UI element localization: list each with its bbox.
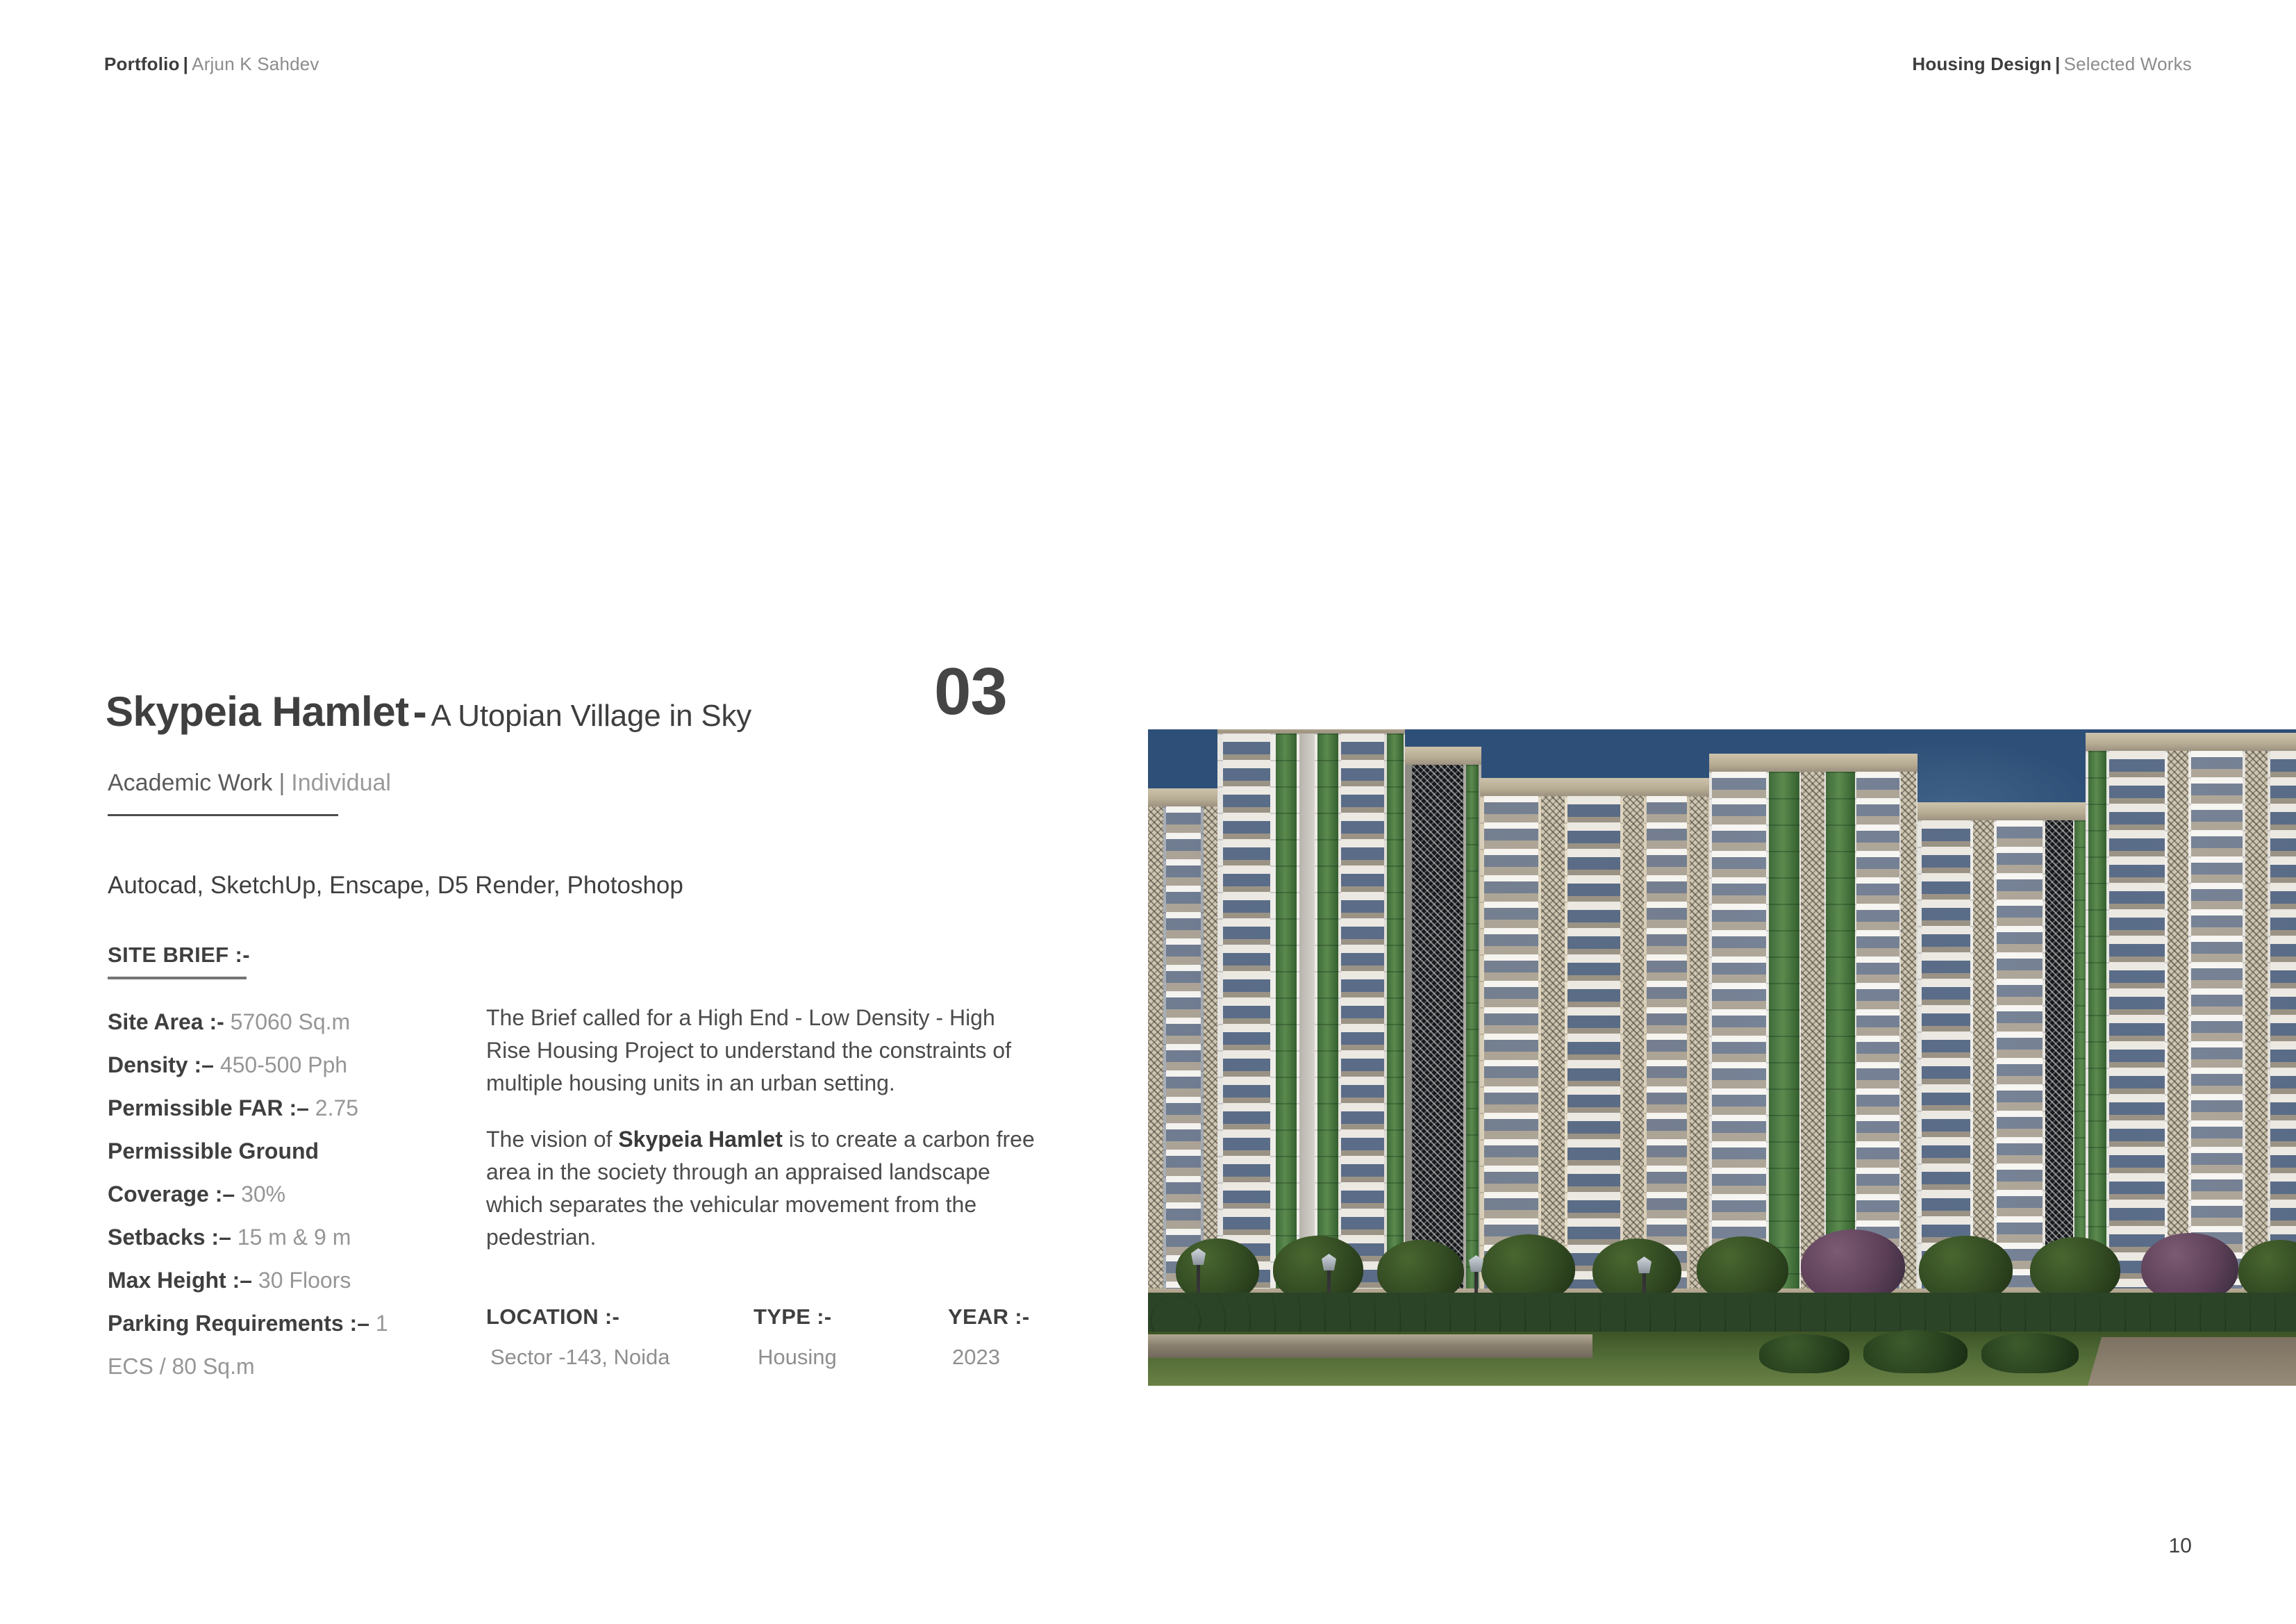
spec-value: 1: [375, 1311, 388, 1336]
work-mode-label: Individual: [291, 770, 391, 796]
spec-value: 2.75: [315, 1095, 359, 1120]
tower-facade: [1480, 796, 1709, 1302]
meta-location-value: Sector -143, Noida: [490, 1345, 670, 1369]
spec-label: Site Area :-: [108, 1009, 224, 1034]
meta-location: [486, 1304, 754, 1370]
meta-year: [948, 1304, 1063, 1370]
balcony-stripe: [2191, 751, 2243, 1302]
spec-label: Max Height :–: [108, 1268, 253, 1293]
meta-location-label: LOCATION :-: [486, 1304, 620, 1329]
spec-row: [108, 1259, 469, 1302]
project-subtitle: A Utopian Village in Sky: [431, 699, 752, 733]
shrub: [1981, 1333, 2079, 1373]
window-stripe: [2109, 751, 2165, 1302]
spec-value: 30%: [241, 1182, 286, 1207]
tower-cap: [1709, 754, 1918, 772]
project-number: 03: [934, 654, 1007, 729]
spec-row: [108, 1000, 469, 1043]
spec-label: Coverage :–: [108, 1182, 235, 1207]
header-author-name: Arjun K Sahdev: [192, 53, 319, 74]
meta-type-label: TYPE :-: [754, 1304, 832, 1329]
page-header: [104, 50, 2192, 78]
tower-cap: [2086, 733, 2296, 751]
spec-row: [108, 1302, 469, 1345]
header-right-separator: |: [2055, 53, 2061, 74]
tower-block: [1405, 747, 1481, 1302]
hedge-row: [1148, 1293, 2296, 1336]
tower-facade: [1709, 772, 1918, 1302]
balcony-stripe: [1647, 796, 1687, 1302]
green-stripe: [2088, 751, 2106, 1302]
work-type-label: Academic Work: [108, 770, 273, 796]
tower-block: [1918, 802, 2091, 1302]
work-type-separator: |: [278, 770, 285, 796]
tower-facade: [1405, 765, 1481, 1302]
shrub: [1863, 1330, 1968, 1373]
meta-year-label: YEAR :-: [948, 1304, 1030, 1329]
description-p2-project-name: Skypeia Hamlet: [618, 1127, 783, 1152]
green-stripe: [1769, 772, 1799, 1302]
spec-label: Permissible FAR :–: [108, 1095, 309, 1120]
jali-screen: [2045, 820, 2073, 1302]
spec-label: Permissible Ground: [108, 1138, 319, 1163]
project-render-image: [1148, 729, 2296, 1386]
project-title: Skypeia Hamlet: [106, 688, 409, 735]
spec-row: [108, 1216, 469, 1259]
shrub: [1759, 1334, 1849, 1373]
jali-screen: [1148, 806, 1163, 1302]
spec-row: [108, 1043, 469, 1086]
spec-value: 450-500 Pph: [219, 1052, 348, 1077]
description-p2-before: The vision of: [486, 1127, 619, 1152]
jali-screen: [1412, 765, 1463, 1302]
green-stripe: [1387, 734, 1404, 1302]
header-right: [1912, 53, 2192, 75]
spec-label: Parking Requirements :–: [108, 1311, 369, 1336]
project-meta-row: [486, 1304, 1063, 1370]
jali-screen: [1973, 820, 1994, 1302]
jali-screen: [2168, 751, 2188, 1302]
header-section-label: Housing Design: [1912, 53, 2052, 74]
header-left-separator: |: [183, 53, 189, 74]
balcony-stripe: [1166, 806, 1201, 1302]
balcony-stripe: [1997, 820, 2043, 1302]
tower-block: [1480, 778, 1709, 1302]
tower-cap: [1480, 778, 1709, 796]
tower-cap: [1405, 747, 1481, 765]
tower-facade: [1217, 734, 1405, 1302]
site-brief-divider: [108, 977, 247, 979]
site-brief-heading: SITE BRIEF :-: [108, 943, 250, 967]
header-left: [104, 53, 319, 75]
meta-type-value: Housing: [758, 1345, 837, 1369]
spec-row: [108, 1173, 469, 1216]
tower-block: [2086, 733, 2296, 1302]
page-number: 10: [2168, 1534, 2192, 1557]
window-stripe: [1922, 820, 1970, 1302]
work-line-divider: [108, 814, 338, 816]
header-section-subtitle: Selected Works: [2063, 53, 2192, 74]
spec-label: Density :–: [108, 1052, 214, 1077]
tower-facade: [2086, 751, 2296, 1302]
green-stripe: [1317, 734, 1338, 1302]
spec-continuation: ECS / 80 Sq.m: [108, 1354, 255, 1379]
header-portfolio-label: Portfolio: [104, 53, 180, 74]
tower-facade: [1148, 806, 1224, 1302]
jali-screen: [2245, 751, 2268, 1302]
balcony-stripe: [1712, 772, 1766, 1302]
tower-cap: [1148, 788, 1224, 806]
spec-row: [108, 1086, 469, 1129]
jali-screen: [1541, 796, 1565, 1302]
jali-screen: [1623, 796, 1644, 1302]
tower-block: [1148, 788, 1224, 1302]
description-paragraph-1: The Brief called for a High End - Low Density - High Rise Housing Project to understand the constraints of multiple housing units in an urban setting.: [486, 1005, 1011, 1095]
spec-value: 15 m & 9 m: [237, 1225, 351, 1250]
tower-facade: [1918, 820, 2091, 1302]
green-stripe: [1466, 765, 1479, 1302]
jali-screen: [1901, 772, 1916, 1302]
paved-path: [2088, 1337, 2296, 1386]
site-brief-spec-list: [108, 1000, 469, 1388]
window-stripe: [2270, 751, 2296, 1302]
green-stripe: [1276, 734, 1297, 1302]
spec-row: [108, 1129, 469, 1173]
tower-block: [1709, 754, 1918, 1302]
window-stripe: [1341, 734, 1384, 1302]
balcony-stripe: [1856, 772, 1899, 1302]
project-title-row: [106, 688, 1050, 736]
software-list: Autocad, SketchUp, Enscape, D5 Render, Photoshop: [108, 872, 683, 899]
green-stripe: [1826, 772, 1855, 1302]
window-stripe: [1223, 734, 1270, 1302]
seating-bench: [1148, 1334, 1592, 1358]
description-column: [486, 1002, 1042, 1277]
description-paragraph-2: [486, 1123, 1042, 1254]
spec-value: 57060 Sq.m: [230, 1009, 351, 1034]
meta-year-value: 2023: [952, 1345, 1000, 1369]
meta-type: [754, 1304, 948, 1370]
spec-label: Setbacks :–: [108, 1225, 231, 1250]
project-title-dash: -: [413, 688, 427, 735]
spec-value: 30 Floors: [258, 1268, 351, 1293]
jali-screen: [1690, 796, 1708, 1302]
work-type-line: [108, 770, 391, 797]
tower-cap: [1918, 802, 2091, 820]
description-p2-after: is to create a carbon free area in the society through an appraised landscape which separates the vehicular movement from the pedestrian.: [486, 1127, 1035, 1250]
tower-block: [1217, 729, 1405, 1302]
window-stripe: [1567, 796, 1620, 1302]
balcony-stripe: [1484, 796, 1538, 1302]
jali-screen: [1801, 772, 1824, 1302]
